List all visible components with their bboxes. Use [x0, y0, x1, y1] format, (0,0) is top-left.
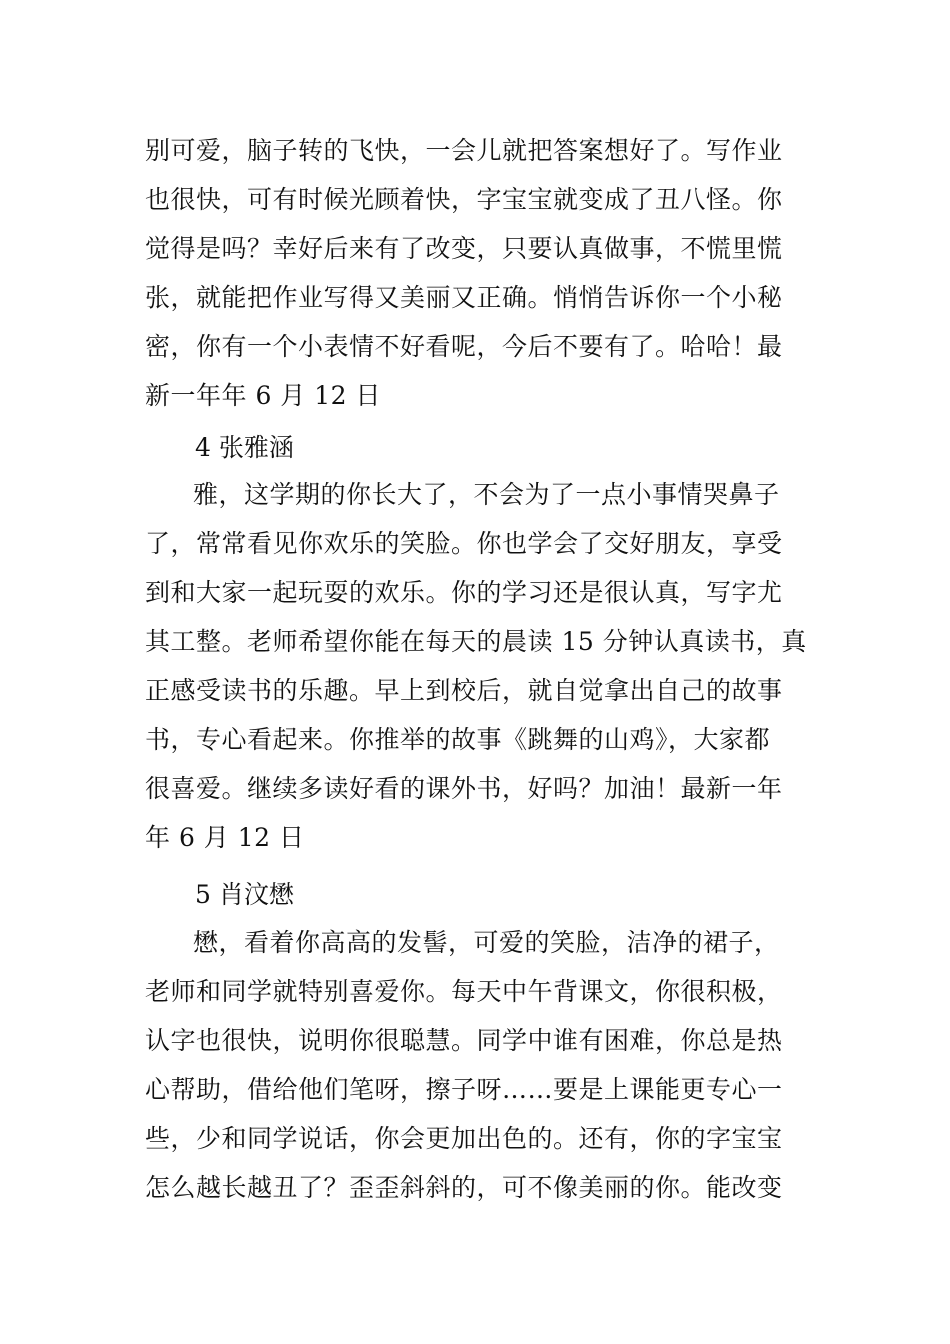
paragraph-line: 也很快，可有时候光顾着快，字宝宝就变成了丑八怪。你	[145, 185, 783, 214]
paragraph-line: 心帮助，借给他们笔呀，擦子呀……要是上课能更专心一	[145, 1075, 783, 1104]
paragraph-line: 认字也很快，说明你很聪慧。同学中谁有困难，你总是热	[145, 1026, 783, 1055]
paragraph-line: 老师和同学就特别喜爱你。每天中午背课文，你很积极，	[145, 977, 783, 1006]
paragraph-line: 密，你有一个小表情不好看呢，今后不要有了。哈哈！最	[145, 332, 783, 361]
paragraph-line: 些，少和同学说话，你会更加出色的。还有，你的字宝宝	[145, 1124, 783, 1153]
paragraph-line: 懋，看着你高高的发髻，可爱的笑脸，洁净的裙子，	[193, 928, 780, 957]
student-heading-5: 5 肖汶懋	[195, 880, 294, 909]
paragraph-line: 张，就能把作业写得又美丽又正确。悄悄告诉你一个小秘	[145, 283, 783, 312]
student-heading-4: 4 张雅涵	[195, 433, 294, 462]
paragraph-line: 新一年年 6 月 12 日	[145, 381, 382, 410]
paragraph-line: 很喜爱。继续多读好看的课外书，好吗？加油！最新一年	[145, 774, 783, 803]
paragraph-line: 正感受读书的乐趣。早上到校后，就自觉拿出自己的故事	[145, 676, 783, 705]
paragraph-line: 觉得是吗？幸好后来有了改变，只要认真做事，不慌里慌	[145, 234, 783, 263]
paragraph-line: 书，专心看起来。你推举的故事《跳舞的山鸡》，大家都	[145, 725, 771, 754]
paragraph-line: 怎么越长越丑了？歪歪斜斜的，可不像美丽的你。能改变	[145, 1173, 783, 1202]
paragraph-line: 其工整。老师希望你能在每天的晨读 15 分钟认真读书，真	[145, 627, 807, 656]
paragraph-line: 别可爱，脑子转的飞快，一会儿就把答案想好了。写作业	[145, 136, 783, 165]
paragraph-line: 到和大家一起玩耍的欢乐。你的学习还是很认真，写字尤	[145, 578, 783, 607]
paragraph-line: 年 6 月 12 日	[145, 823, 305, 852]
paragraph-line: 雅，这学期的你长大了，不会为了一点小事情哭鼻子	[193, 480, 780, 509]
paragraph-line: 了，常常看见你欢乐的笑脸。你也学会了交好朋友，享受	[145, 529, 783, 558]
